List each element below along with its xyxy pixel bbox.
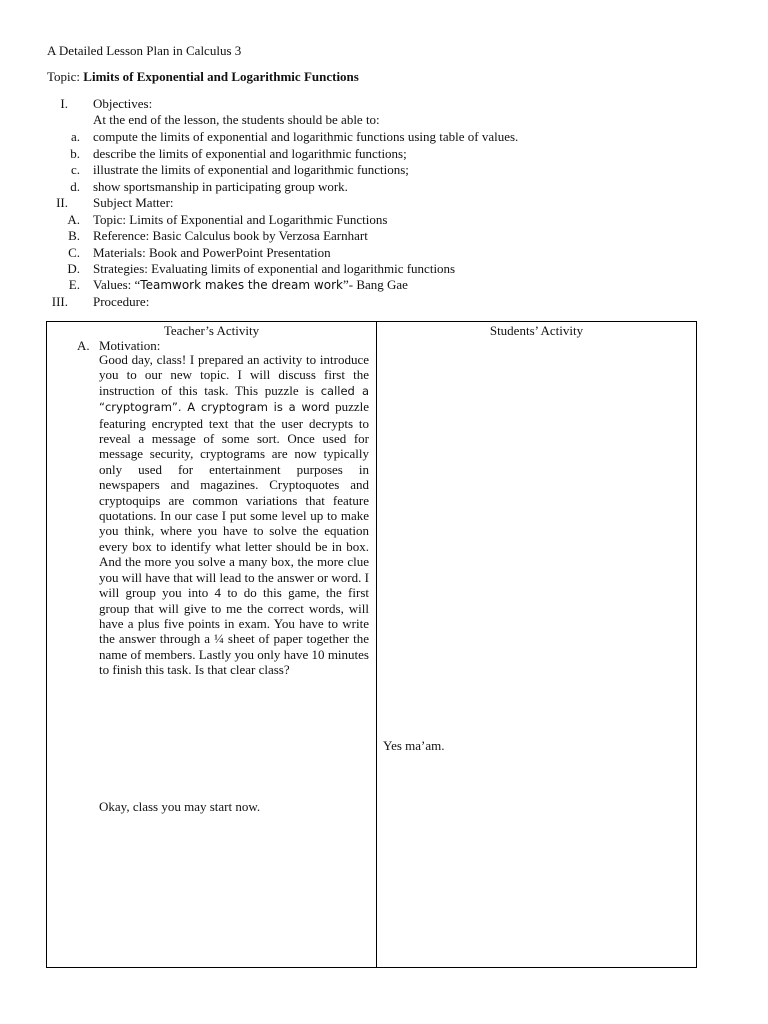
procedure-numeral: III. bbox=[51, 294, 68, 309]
objective-marker: c. bbox=[70, 162, 80, 177]
objective-item: describe the limits of exponential and logarithmic functions; bbox=[93, 146, 407, 161]
paragraph-cryptogram: called a “cryptogram”. A cryptogram is a word bbox=[99, 383, 369, 415]
values-prefix: Values: “ bbox=[93, 277, 141, 292]
subject-matter-heading: Subject Matter: bbox=[93, 195, 174, 210]
objectives-numeral: I. bbox=[60, 96, 68, 111]
subject-item: Materials: Book and PowerPoint Presentation bbox=[93, 245, 331, 260]
paragraph-part2: puzzle featuring encrypted text that the user decrypts to reveal a message of some sort. Once used for message security, cryptograms are now typically only used for entertainment purposes in newspapers and magazines. Cryptoquotes and cryptoquips are common variations that feature quotations. In our case I put some level up to make you think, where you have to solve the equation every box to identify what letter should be in box. And the more you solve a many box, the more clue you will have that will lead to the answer or word. I will group you into 4 to do this game, the first group that will give to me the correct words, will have a plus five points in exam. You have to write the answer through a ¼ sheet of paper together the name of members. Lastly you only have 10 minutes to finish this task. Is that clear class? bbox=[99, 399, 369, 678]
subject-item-values bbox=[93, 277, 408, 293]
topic-label: Topic: bbox=[47, 69, 81, 84]
objectives-heading: Objectives: bbox=[93, 96, 153, 111]
document-title: A Detailed Lesson Plan in Calculus 3 bbox=[47, 43, 242, 58]
subject-marker: A. bbox=[67, 212, 80, 227]
motivation-heading: Motivation: bbox=[99, 338, 161, 353]
motivation-paragraph bbox=[99, 352, 369, 678]
teacher-followup: Okay, class you may start now. bbox=[99, 799, 261, 814]
subject-matter-numeral: II. bbox=[56, 195, 68, 210]
subject-item: Reference: Basic Calculus book by Verzosa Earnhart bbox=[93, 228, 368, 243]
topic-title: Limits of Exponential and Logarithmic Functions bbox=[83, 69, 359, 84]
objective-item: illustrate the limits of exponential and logarithmic functions; bbox=[93, 162, 409, 177]
column-divider bbox=[376, 322, 377, 967]
objective-marker: b. bbox=[70, 146, 80, 161]
subject-item: Strategies: Evaluating limits of exponential and logarithmic functions bbox=[93, 261, 456, 276]
motivation-marker: A. bbox=[77, 338, 90, 353]
objectives-intro: At the end of the lesson, the students should be able to: bbox=[93, 112, 380, 127]
objective-marker: d. bbox=[70, 179, 80, 194]
teacher-activity-header: Teacher’s Activity bbox=[163, 323, 260, 338]
activity-table bbox=[46, 321, 697, 968]
topic-line bbox=[47, 69, 359, 85]
objective-item: show sportsmanship in participating group work. bbox=[93, 179, 348, 194]
subject-item: Topic: Limits of Exponential and Logarithmic Functions bbox=[93, 212, 388, 227]
subject-marker: C. bbox=[68, 245, 80, 260]
values-suffix: ”- Bang Gae bbox=[342, 277, 408, 292]
subject-marker: B. bbox=[68, 228, 80, 243]
subject-marker: D. bbox=[67, 261, 80, 276]
objective-item: compute the limits of exponential and logarithmic functions using table of values. bbox=[93, 129, 519, 144]
students-activity-header: Students’ Activity bbox=[489, 323, 584, 338]
objective-marker: a. bbox=[70, 129, 80, 144]
paragraph-part1: Good day, class! I prepared an activity to introduce you to our new topic. I will discuss first the instruction of this task. This puzzle is bbox=[99, 352, 369, 398]
student-reply: Yes ma’am. bbox=[383, 738, 445, 753]
subject-marker: E. bbox=[68, 277, 80, 292]
values-quote: Teamwork makes the dream work bbox=[140, 278, 343, 292]
procedure-heading: Procedure: bbox=[93, 294, 150, 309]
